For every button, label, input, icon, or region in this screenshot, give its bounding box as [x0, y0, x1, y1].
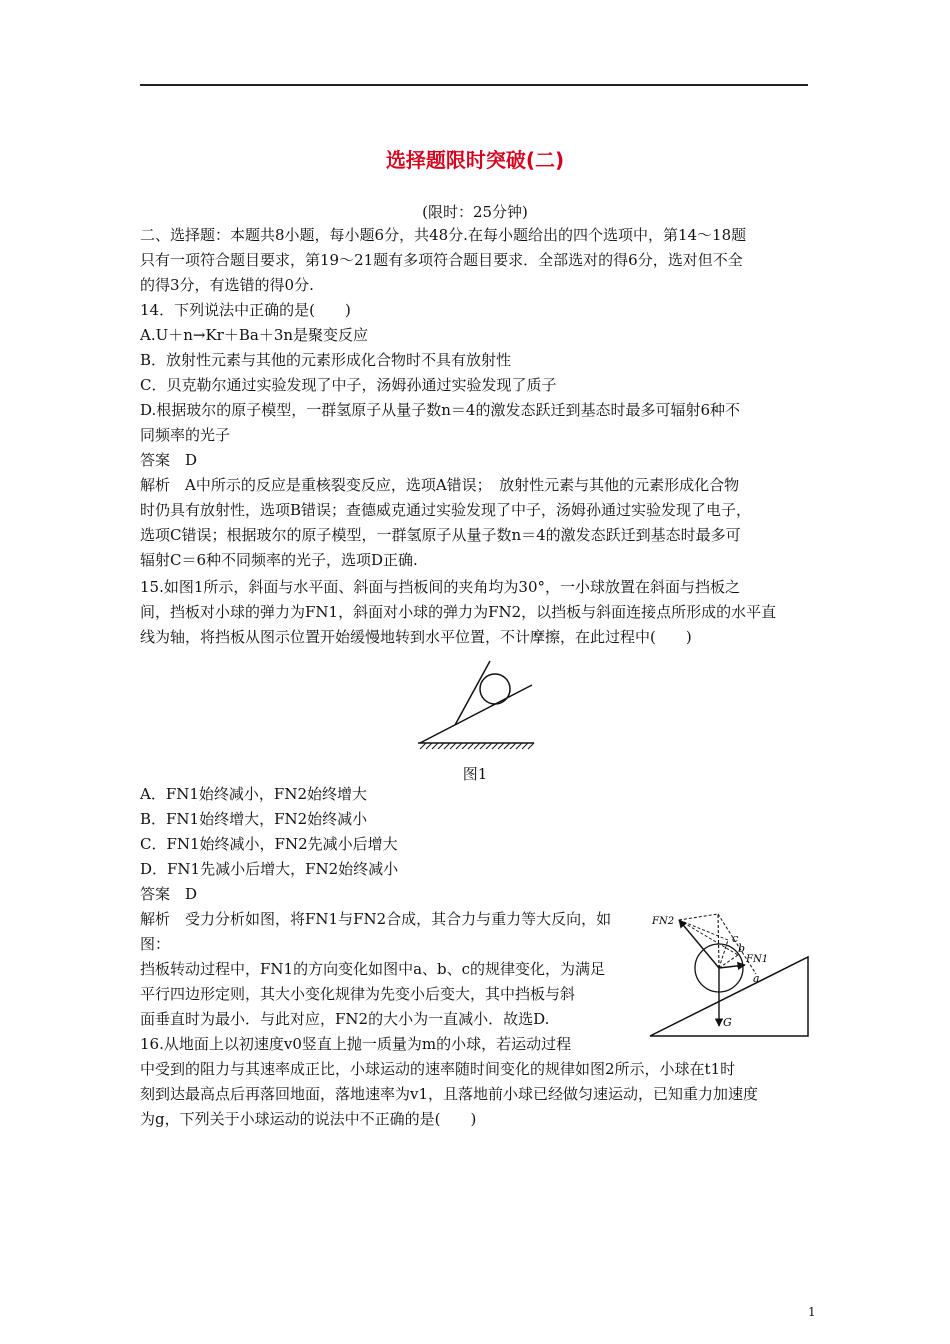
- time-limit: (限时：25分钟): [422, 203, 528, 221]
- question-15-stem: [140, 575, 812, 650]
- question-stem: 中受到的阻力与其速率成正比，小球运动的速率随时间变化的规律如图2所示，小球在t1时: [140, 1060, 736, 1078]
- instruction-line: 二、选择题：本题共8小题，每小题6分，共48分.在每小题给出的四个选项中，第14～18题: [140, 226, 747, 244]
- label-c: c: [732, 932, 739, 945]
- label-b: b: [738, 942, 746, 955]
- fn2-label: FN2: [652, 916, 675, 927]
- option-c: C．贝克勒尔通过实验发现了中子，汤姆孙通过实验发现了质子: [140, 376, 557, 394]
- question-15-options: [140, 782, 812, 907]
- answer: 答案 D: [140, 451, 198, 469]
- question-stem: 为g，下列关于小球运动的说法中不正确的是( ): [140, 1110, 477, 1128]
- page-title: 选择题限时突破(二): [385, 148, 565, 172]
- fn1-label: FN1: [746, 954, 769, 965]
- analysis-line: 平行四边形定则，其大小变化规律为先变小后变大，其中挡板与斜: [140, 985, 576, 1003]
- figure-1-caption: 图1: [462, 765, 488, 783]
- question-stem: 16.从地面上以初速度v0竖直上抛一质量为m的小球，若运动过程: [140, 1035, 572, 1053]
- instructions: [140, 223, 812, 298]
- analysis-line: 面垂直时为最小．与此对应，FN2的大小为一直减小．故选D.: [140, 1010, 550, 1028]
- question-14: [140, 298, 812, 573]
- force-diagram: [646, 910, 812, 1040]
- analysis-line: 图：: [140, 935, 171, 953]
- question-15-analysis: [140, 907, 640, 1032]
- option-d: D．FN1先减小后增大，FN2始终减小: [140, 860, 399, 878]
- instruction-line: 的得3分，有选错的得0分.: [140, 276, 314, 294]
- option-d-continued: 同频率的光子: [140, 426, 231, 444]
- analysis-line: 时仍具有放射性，选项B错误；查德威克通过实验发现了中子，汤姆孙通过实验发现了电子，: [140, 501, 752, 519]
- label-a: a: [753, 972, 760, 985]
- analysis-line: 选项C错误；根据玻尔的原子模型，一群氢原子从量子数n＝4的激发态跃迁到基态时最多可: [140, 526, 741, 544]
- answer: 答案 D: [140, 885, 198, 903]
- option-b: B．放射性元素与其他的元素形成化合物时不具有放射性: [140, 351, 512, 369]
- question-stem: 间，挡板对小球的弹力为FN1，斜面对小球的弹力为FN2，以挡板与斜面连接点所形成的水平直: [140, 603, 777, 621]
- option-a: A.U＋n→Kr＋Ba＋3n是聚变反应: [140, 326, 369, 344]
- instruction-line: 只有一项符合题目要求，第19～21题有多项符合题目要求．全部选对的得6分，选对但不全: [140, 251, 743, 269]
- option-a: A．FN1始终减小，FN2始终增大: [140, 785, 367, 803]
- question-stem: 15.如图1所示，斜面与水平面、斜面与挡板间的夹角均为30°，一小球放置在斜面与挡板之: [140, 578, 740, 596]
- analysis-line: 解析 受力分析如图，将FN1与FN2合成，其合力与重力等大反向，如: [140, 910, 612, 928]
- page-number: 1: [808, 1305, 816, 1319]
- analysis-line: 解析 A中所示的反应是重核裂变反应，选项A错误； 放射性元素与其他的元素形成化合物: [140, 476, 740, 494]
- question-stem: 刻到达最高点后再落回地面，落地速率为v1，且落地前小球已经做匀速运动，已知重力加速度: [140, 1085, 759, 1103]
- question-16: [140, 1032, 812, 1132]
- gravity-label: G: [723, 1016, 732, 1029]
- analysis-line: 辐射C＝6种不同频率的光子，选项D正确.: [140, 551, 418, 569]
- header-rule: [140, 84, 808, 86]
- option-b: B．FN1始终增大，FN2始终减小: [140, 810, 368, 828]
- question-stem: 线为轴，将挡板从图示位置开始缓慢地转到水平位置，不计摩擦，在此过程中( ): [140, 628, 692, 646]
- analysis-line: 挡板转动过程中，FN1的方向变化如图中a、b、c的规律变化，为满足: [140, 960, 606, 978]
- question-stem: 14．下列说法中正确的是( ): [140, 301, 351, 319]
- option-d: D.根据玻尔的原子模型，一群氢原子从量子数n＝4的激发态跃迁到基态时最多可辐射6种不: [140, 401, 741, 419]
- option-c: C．FN1始终减小，FN2先减小后增大: [140, 835, 398, 853]
- figure-1: [410, 652, 540, 752]
